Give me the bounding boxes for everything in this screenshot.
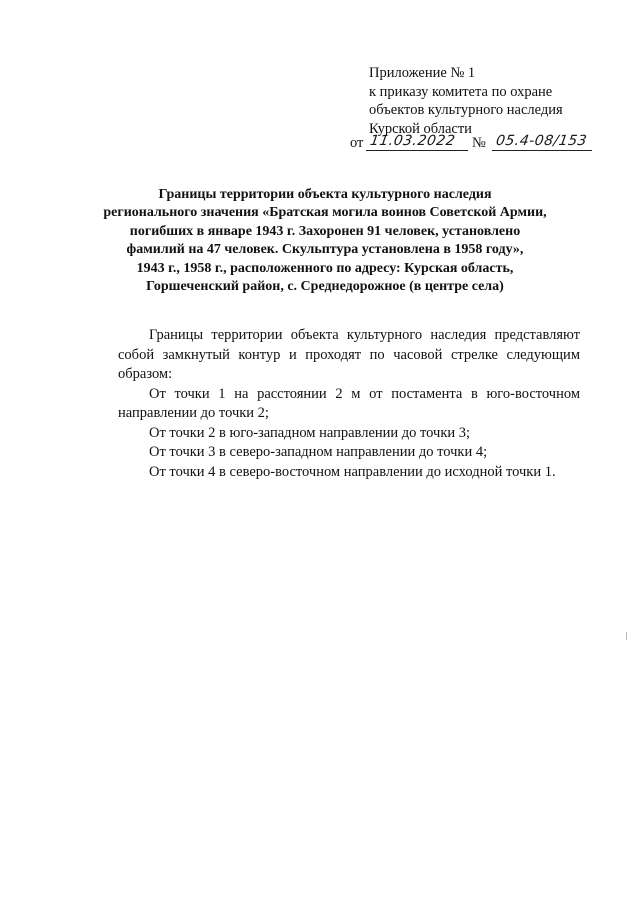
body-paragraph-point-1: От точки 1 на расстоянии 2 м от постамента в юго-восточном направлении до точки 2; [118,385,580,421]
document-body [118,326,580,482]
appendix-line: к приказу комитета по охране [369,83,553,100]
title-line: 1943 г., 1958 г., расположенного по адресу: Курская область, [136,260,514,276]
title-line: погибших в январе 1943 г. Захоронен 91 человек, установлено [129,223,521,239]
order-from-label: от [350,135,364,151]
body-paragraph-intro: Границы территории объекта культурного наследия представляют собой замкнутый контур и проходят по часовой стрелке следующим образом: [118,327,580,382]
order-reference [350,134,620,154]
title-line: Горшеченский район, с. Среднедорожное (в центре села) [146,279,504,295]
title-line: регионального значения «Братская могила воинов Советской Армии, [103,205,547,221]
order-number-label: № [472,135,486,151]
title-line: Границы территории объекта культурного наследия [158,187,492,202]
body-paragraph-point-3: От точки 3 в северо-западном направлении до точки 4; [149,444,488,460]
scan-margin-mark [626,632,627,640]
appendix-header [369,64,609,138]
title-line: фамилий на 47 человек. Скульптура установлена в 1958 году», [126,242,524,258]
order-date: 11.03.2022 [368,133,457,149]
order-number: 05.4-08/153 [494,133,589,149]
appendix-title: Приложение № 1 [369,65,476,81]
document-title [86,186,564,296]
body-paragraph-point-4: От точки 4 в северо-восточном направлении до исходной точки 1. [149,463,556,480]
body-paragraph-point-2: От точки 2 в юго-западном направлении до точки 3; [149,424,471,441]
appendix-line: объектов культурного наследия [369,102,563,118]
appendix-line: Курской области [369,120,472,137]
